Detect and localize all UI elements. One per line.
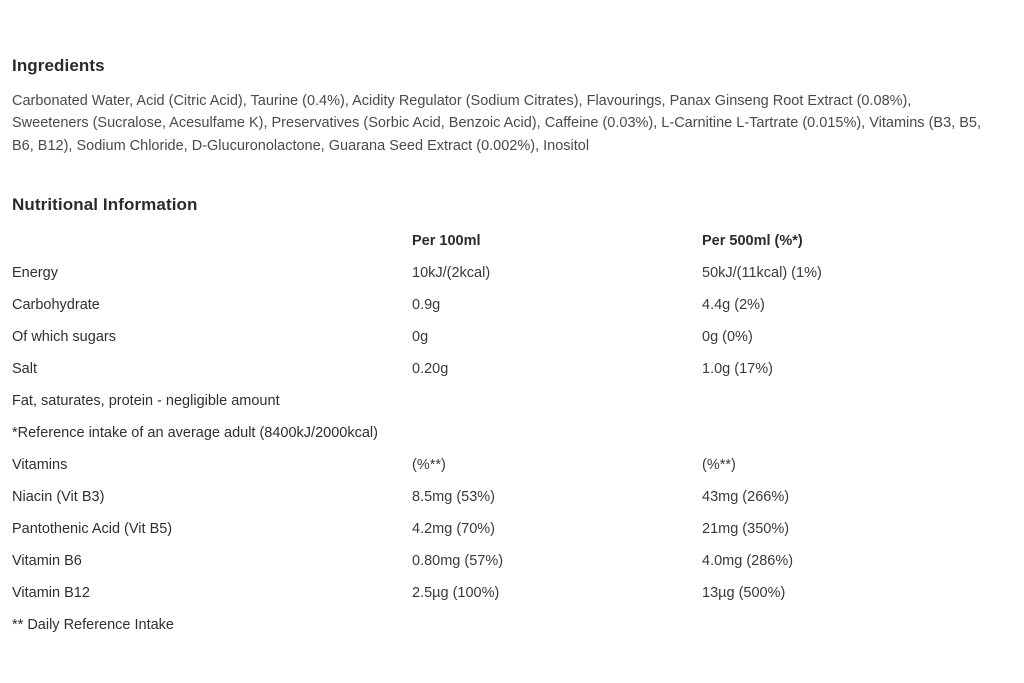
row-value-per-500ml: 13µg (500%)	[702, 585, 786, 602]
row-value-per-100ml: 4.2mg (70%)	[412, 521, 496, 538]
row-value-per-100ml: 8.5mg (53%)	[412, 489, 496, 506]
vitamins-per-100ml-unit: (%**)	[412, 457, 446, 474]
table-header-row	[12, 233, 988, 265]
row-value-per-500ml: 4.0mg (286%)	[702, 553, 794, 570]
row-value-per-100ml: 0.80mg (57%)	[412, 553, 504, 570]
ingredients-heading: Ingredients	[12, 56, 105, 75]
table-row	[12, 521, 988, 553]
table-row	[12, 585, 988, 617]
row-label: Niacin (Vit B3)	[12, 489, 105, 506]
row-label: Pantothenic Acid (Vit B5)	[12, 521, 173, 538]
table-row	[12, 553, 988, 585]
negligible-note: Fat, saturates, protein - negligible amount	[12, 393, 280, 410]
reference-intake-note: *Reference intake of an average adult (8400kJ/2000kcal)	[12, 425, 378, 442]
row-value-per-500ml: 1.0g (17%)	[702, 361, 773, 378]
ingredients-text: Carbonated Water, Acid (Citric Acid), Taurine (0.4%), Acidity Regulator (Sodium Citrates), Flavourings, Panax Ginseng Root Extract (0.08%), Sweeteners (Sucralose, Acesulfame K), Preservatives (Sorbic Acid, Benzoic Acid), Caffeine (0.03%), L-Carnitine L-Tartrate (0.015%), Vitamins (B3, B5, B6, B12), Sodium Chloride, D-Glucuronolactone, Guarana Seed Extract (0.002%), Inositol	[12, 93, 981, 154]
vitamins-label: Vitamins	[12, 457, 68, 474]
row-value-per-500ml: 50kJ/(11kcal) (1%)	[702, 265, 822, 282]
row-value-per-500ml: 43mg (266%)	[702, 489, 790, 506]
table-row	[12, 489, 988, 521]
row-value-per-500ml: 0g (0%)	[702, 329, 753, 346]
reference-intake-note-row	[12, 425, 988, 457]
row-value-per-100ml: 0.9g	[412, 297, 441, 314]
row-label: Energy	[12, 265, 58, 282]
row-value-per-500ml: 21mg (350%)	[702, 521, 790, 538]
nutrition-heading: Nutritional Information	[12, 195, 198, 215]
daily-reference-note: ** Daily Reference Intake	[12, 617, 174, 634]
row-value-per-100ml: 2.5µg (100%)	[412, 585, 500, 602]
row-label: Of which sugars	[12, 329, 116, 346]
row-label: Vitamin B12	[12, 585, 90, 602]
table-row	[12, 329, 988, 361]
column-header-per-100ml: Per 100ml	[412, 233, 481, 250]
row-value-per-500ml: 4.4g (2%)	[702, 297, 765, 314]
vitamins-per-500ml-unit: (%**)	[702, 457, 736, 474]
negligible-note-row	[12, 393, 988, 425]
vitamins-header-row	[12, 457, 988, 489]
column-header-item	[12, 233, 412, 265]
row-label: Carbohydrate	[12, 297, 100, 314]
row-value-per-100ml: 0.20g	[412, 361, 449, 378]
row-value-per-100ml: 0g	[412, 329, 429, 346]
row-label: Vitamin B6	[12, 553, 82, 570]
row-label: Salt	[12, 361, 37, 378]
daily-reference-note-row	[12, 617, 988, 649]
table-row	[12, 265, 988, 297]
column-header-per-500ml: Per 500ml (%*)	[702, 233, 803, 250]
table-row	[12, 297, 988, 329]
nutrition-table	[12, 233, 988, 649]
table-row	[12, 361, 988, 393]
row-value-per-100ml: 10kJ/(2kcal)	[412, 265, 491, 282]
